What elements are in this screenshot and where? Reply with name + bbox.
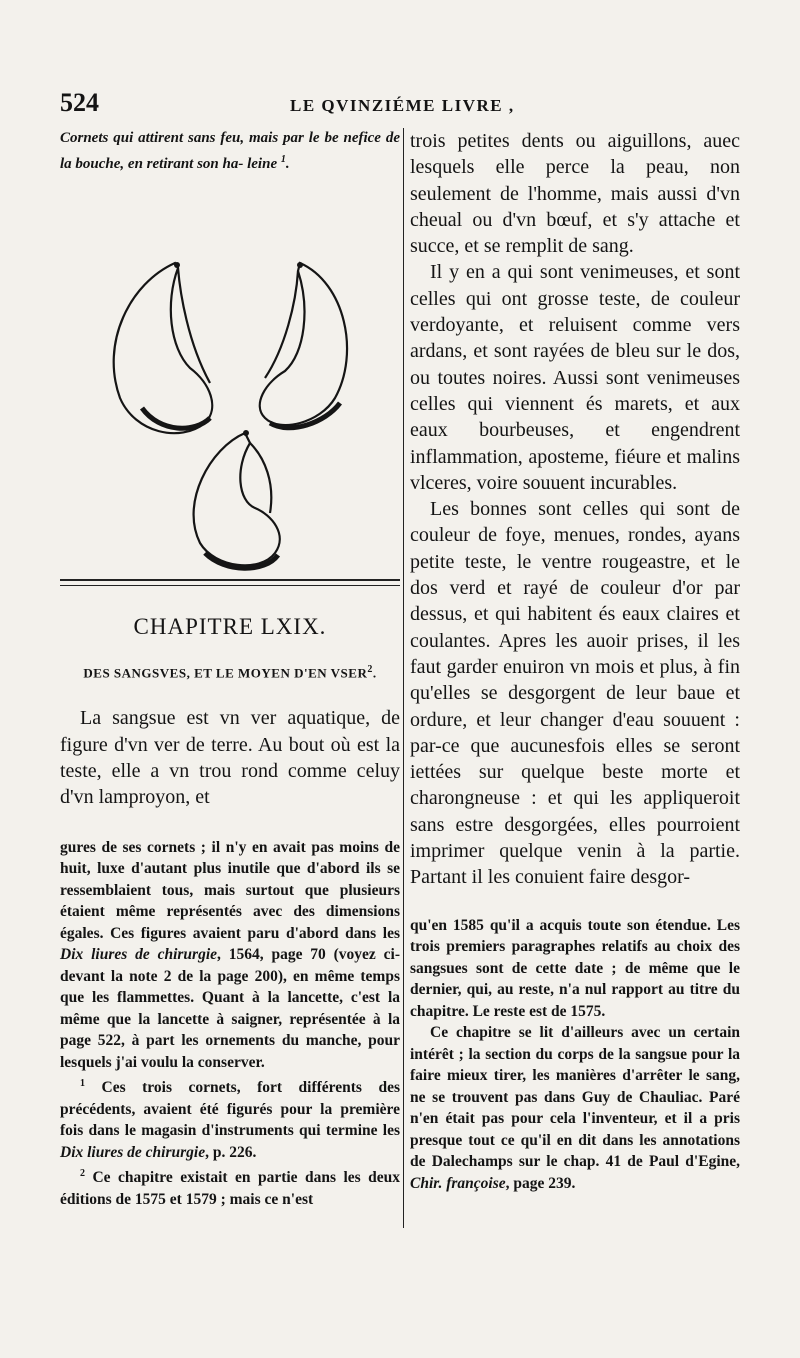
footnotes-left (60, 837, 400, 1211)
section-rule-thick (60, 579, 400, 581)
figure-caption: Cornets qui attirent sans feu, mais par le be nefice de la bouche, en retirant son ha- leine $^1$. (60, 130, 400, 172)
footnotes-right (410, 915, 740, 1195)
page-number: 524 (60, 88, 99, 117)
footnote-continuation: qu'en 1585 qu'il a acquis toute son étendue. Les trois premiers paragraphes relatifs au choix des sangsues sont de cette date ; de même que le dernier, qui, au reste, n'a nul rapport au titre du chapitre. Le reste est de 1575. (410, 916, 740, 1020)
footnote-2: $^2$ Ce chapitre existait en partie dans les deux éditions de 1575 et 1579 ; mais ce n'est (60, 1168, 401, 1208)
footnote-paragraph: Ce chapitre se lit d'ailleurs avec un certain intérêt ; la section du corps de la sangsue pour la faire mieux tirer, les manières d'arrêter le sang, ne se trouvent pas dans Guy de Chauliac. Paré n'en était pas pour cela l'inventeur, et il a pris presque tout ce qu'il en dit dans les annotations de Dalechamps sur le chap. 41 de Paul d'Egine, Chir. françoise, page 239. (410, 1024, 740, 1192)
footnote-continuation: gures de ses cornets ; il n'y en avait pas moins de huit, luxe d'autant plus inutile que d'abord ils se ressemblaient tous, mais surtout que plusieurs étaient même représentés avec des dimensions égales. Ces figures avaient paru d'abord dans les Dix liures de chirurgie, 1564, page 70 (voyez ci-devant la note 2 de la page 200), en même temps que les flammettes. Quant à la lancette, c'est la même que la lancette à saigner, représentée à la page 522, à part les ornements du manche, pour lesquels j'ai voulu la conserver. (60, 838, 400, 1071)
cupping-horns-figure (60, 183, 400, 573)
chapter-title: CHAPITRE LXIX. (133, 614, 327, 639)
paragraph: Les bonnes sont celles qui sont de couleur de foye, menues, rondes, ayans petite teste, le ventre rougeastre, et le dos verd et rayé de couleur d'or par dessus, et qui habitent és eaux claires et coulantes. Apres les auoir prises, il les faut garder enuiron vn mois et plus, à fin qu'elles se desgorgent de leur baue et ordure, et leur changer d'eau souuent : par-ce que aucunesfois elles se seront iettées sur quelque beste morte et charongneuse : et qui les appliqueroit sans estre desgorgées, elles pourroient imprimer quelque venin à la partie. Partant il les conuient faire desgor- (410, 498, 740, 889)
page-header (60, 88, 750, 122)
left-column (60, 128, 400, 1210)
paragraph: La sangsue est vn ver aquatique, de figure d'vn ver de terre. Au bout où est la teste, elle a vn trou rond comme celuy d'vn lamproyon, et (60, 707, 400, 809)
paragraph: trois petites dents ou aiguillons, auec lesquels elle perce la peau, non seulement de l'homme, mais aussi d'vn cheual ou d'vn bœuf, et s'y attache et succe, et se remplit de sang. (410, 130, 740, 258)
paragraph: Il y en a qui sont venimeuses, et sont celles qui ont grosse teste, de couleur verdoyante, et reluisent comme vers ardans, et sont rayées de bleu sur le dos, ou toutes noires. Aussi sont venimeuses celles qui viennent és marets, et aux eaux bourbeuses, et engendrent inflammation, aposteme, fiéure et malins vlceres, voire souuent incurables. (410, 261, 740, 494)
chapter-subtitle: DES SANGSVES, ET LE MOYEN D'EN VSER$^2$. (83, 664, 377, 681)
footnote-1: $^1$ Ces trois cornets, fort différents des précédents, avaient été figurés pour la première fois dans le magasin d'instruments qui termine les Dix liures de chirurgie, p. 226. (60, 1078, 400, 1161)
cupping-horns-illustration (60, 183, 400, 573)
left-body-text (60, 705, 400, 810)
running-head: LE QVINZIÉME LIVRE , (290, 96, 515, 115)
column-divider (403, 128, 404, 1228)
section-rule-thin (60, 585, 400, 586)
right-column (410, 128, 740, 1194)
